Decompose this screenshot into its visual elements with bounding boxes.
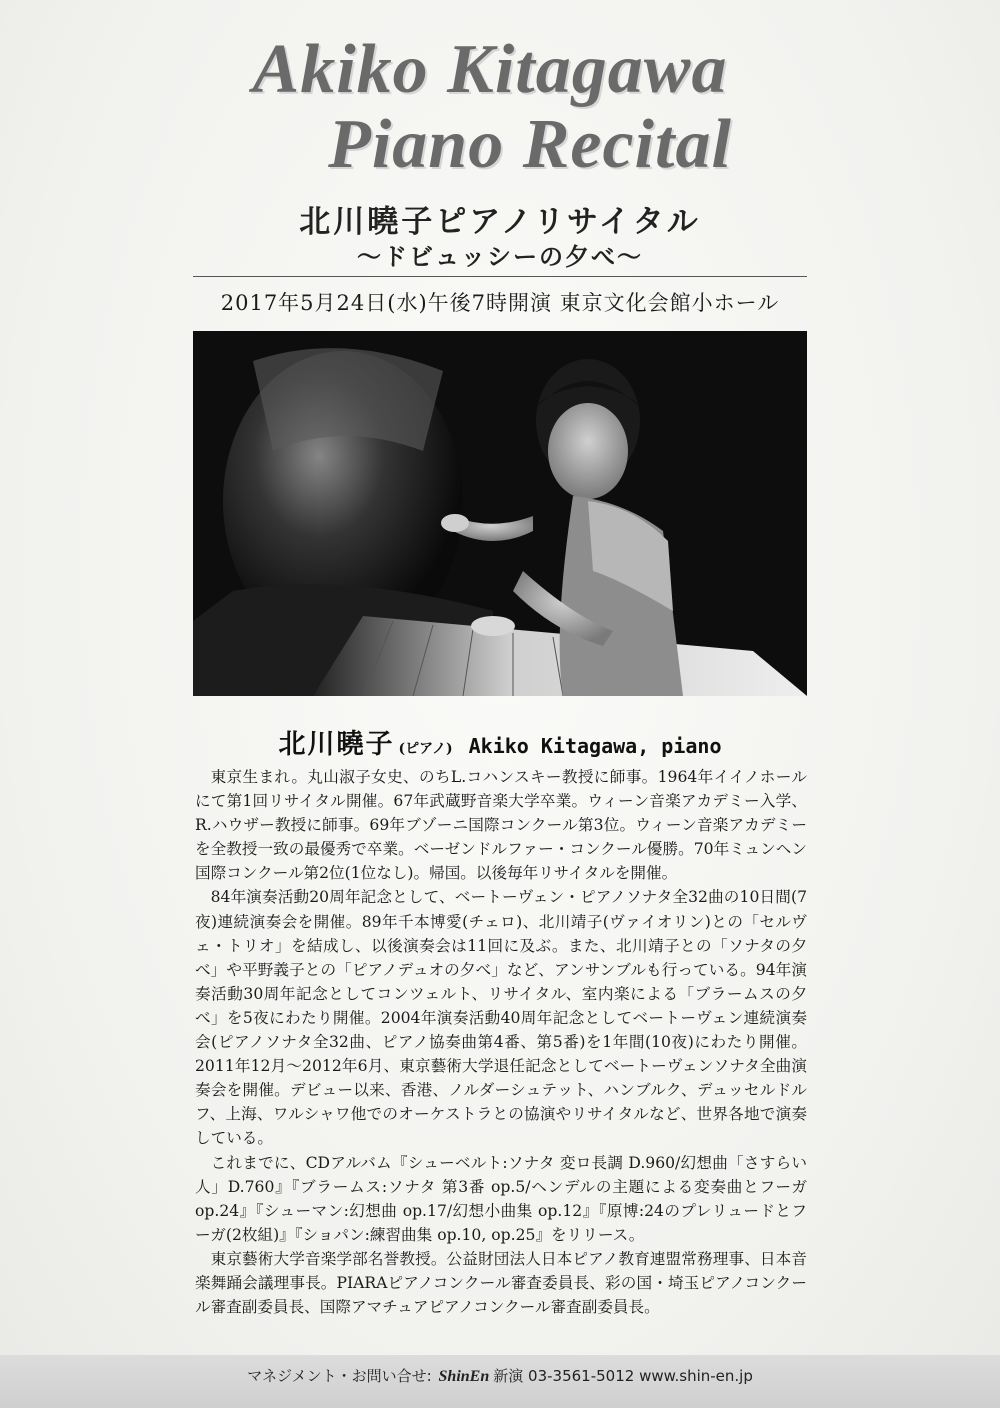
date-venue: 2017年5月24日(水)午後7時開演 東京文化会館小ホール bbox=[220, 291, 780, 315]
bio-paragraph: 東京生まれ。丸山淑子女史、のちL.コハンスキー教授に師事。1964年イイノホールにて第1回リサイタル開催。67年武蔵野音楽大学卒業。ウィーン音楽アカデミー入学、R.ハウザー教授に師事。69年ブゾーニ国際コンクール第3位。ウィーン音楽アカデミーを全教授一致の最優秀で卒業。ベーゼンドルファー・コンクール優勝。70年ミュンヘン国際コンクール第2位(1位なし)。帰国。以後毎年リサイタルを開催。 bbox=[195, 768, 807, 883]
subtitle-japanese: 〜ドビュッシーの夕べ〜 bbox=[357, 242, 643, 271]
biography bbox=[195, 765, 807, 1319]
title-english-line1: Akiko Kitagawa bbox=[252, 31, 728, 108]
footer-phone: 03-3561-5012 bbox=[528, 1367, 635, 1385]
performer-name-en: Akiko Kitagawa, piano bbox=[468, 734, 722, 758]
performer-role-ja: (ピアノ) bbox=[398, 741, 453, 757]
pianist-photo-icon bbox=[193, 331, 807, 696]
performer-heading bbox=[0, 722, 1000, 761]
title-english-line2: Piano Recital bbox=[328, 106, 732, 183]
performer-name-ja: 北川曉子 bbox=[278, 729, 395, 760]
title-japanese: 北川曉子ピアノリサイタル bbox=[299, 204, 701, 240]
bio-paragraph: 84年演奏活動20周年記念として、ベートーヴェン・ピアノソナタ全32曲の10日間(7夜)連続演奏会を開催。89年千本博愛(チェロ)、北川靖子(ヴァイオリン)との「セルヴェ・トリオ」を結成し、以後演奏会は11回に及ぶ。また、北川靖子との「ソナタの夕べ」や平野義子との「ピアノデュオの夕べ」など、アンサンブルも行っている。94年演奏活動30周年記念としてコンツェルト、リサイタル、室内楽による「ブラームスの夕べ」を5夜にわたり開催。2004年演奏活動40周年記念としてベートーヴェン連続演奏会(ピアノソナタ全32曲、ピアノ協奏曲第4番、第5番)を1年間(10夜)にわたり開催。2011年12月〜2012年6月、東京藝術大学退任記念としてベートーヴェンソナタ全曲演奏会を開催。デビュー以来、香港、ノルダーシュテット、ハンブルク、デュッセルドルフ、上海、ワルシャワ他でのオーケストラとの協演やリサイタルなど、世界各地で演奏している。 bbox=[195, 888, 807, 1148]
footer-contact bbox=[0, 1365, 1000, 1386]
footer-url[interactable]: www.shin-en.jp bbox=[639, 1367, 753, 1385]
shinen-logo: ShinEn bbox=[438, 1368, 490, 1385]
divider-rule bbox=[193, 276, 807, 277]
bio-paragraph: これまでに、CDアルバム『シューベルト:ソナタ 変ロ長調 D.960/幻想曲「さすらい人」D.760』『ブラームス:ソナタ 第3番 op.5/ヘンデルの主題による変奏曲とフーガ op.24』『シューマン:幻想曲 op.17/幻想小曲集 op.12』『原博:24のプレリュードとフーガ(2枚組)』『ショパン:練習曲集 op.10, op.25』をリリース。 bbox=[195, 1153, 807, 1244]
bio-paragraph: 東京藝術大学音楽学部名誉教授。公益財団法人日本ピアノ教育連盟常務理事、日本音楽舞踊会議理事長。PIARAピアノコンクール審査委員長、彩の国・埼玉ピアノコンクール審査副委員長、国際アマチュアピアノコンクール審査副委員長。 bbox=[195, 1249, 807, 1317]
footer-label: マネジメント・お問い合せ: bbox=[247, 1367, 432, 1385]
pianist-photo bbox=[193, 331, 807, 696]
footer-company: 新演 bbox=[493, 1367, 524, 1385]
